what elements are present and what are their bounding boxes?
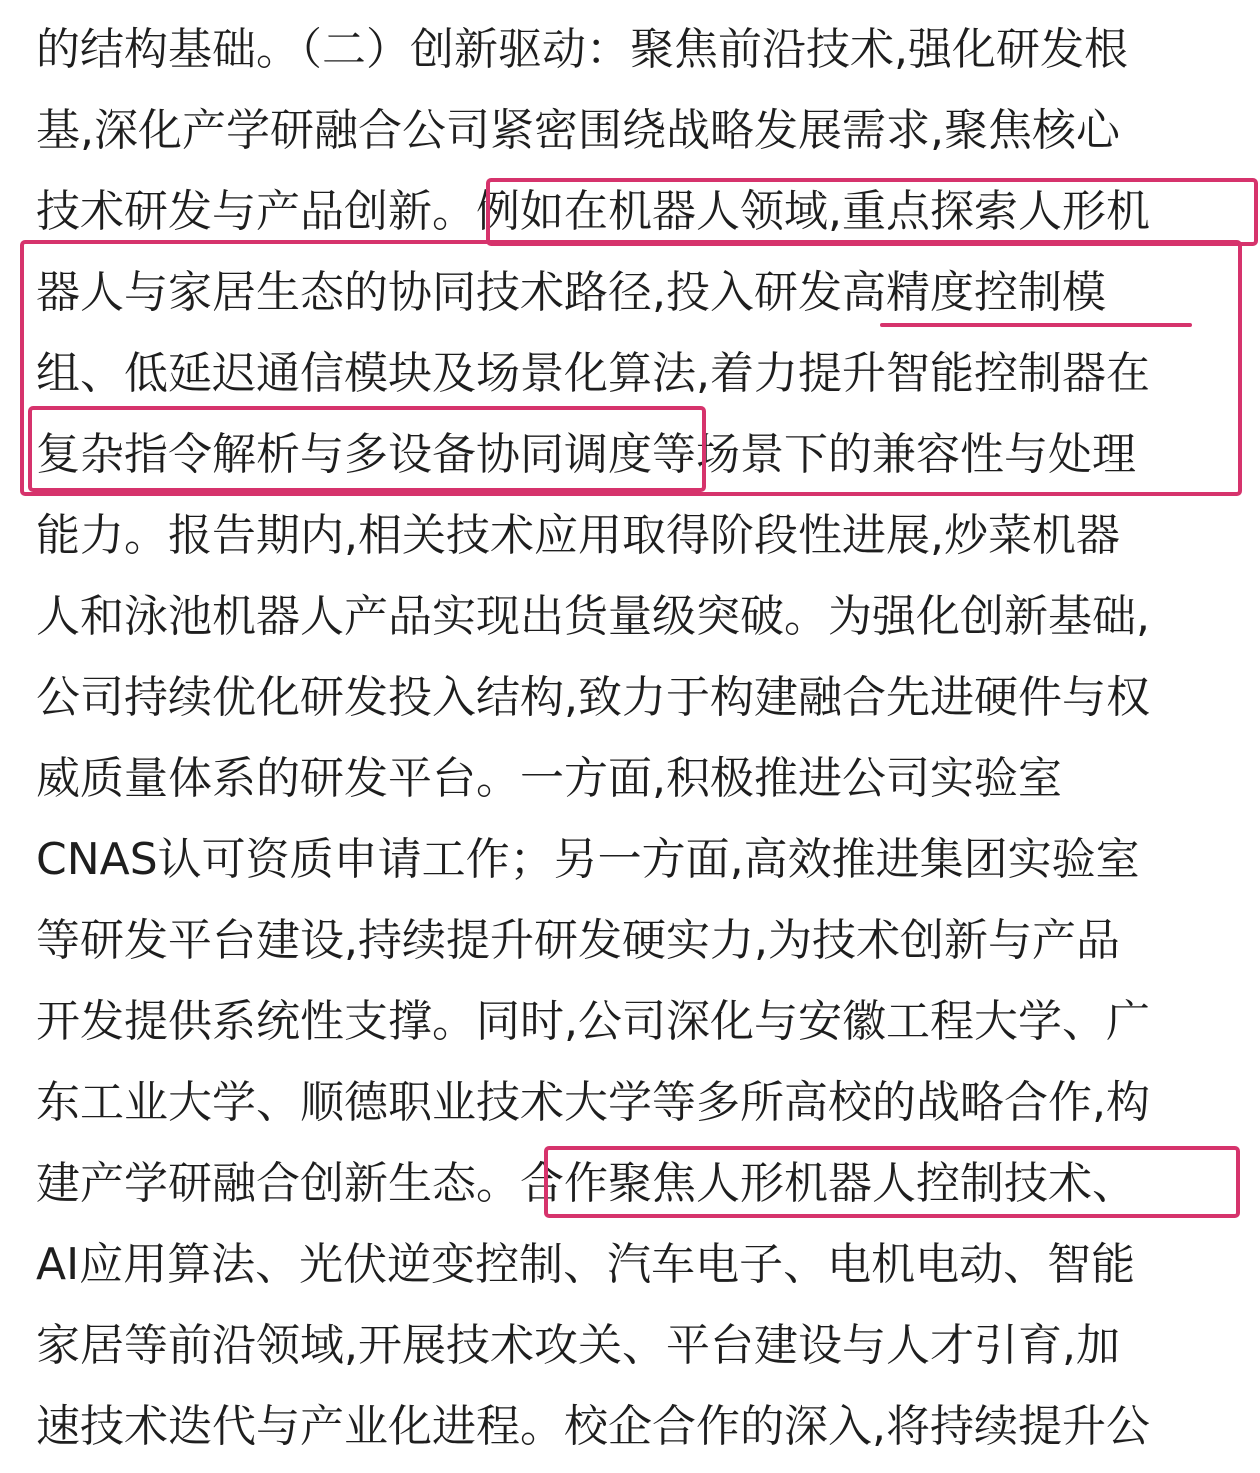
text-line-1: 的结构基础。（二）创新驱动：聚焦前沿技术,强化研发根 xyxy=(36,24,1128,75)
text-line-18: 速技术迭代与产业化进程。校企合作的深入,将持续提升公 xyxy=(36,1401,1150,1452)
text-line-7: 能力。报告期内,相关技术应用取得阶段性进展,炒菜机器 xyxy=(36,510,1120,561)
text-line-3: 技术研发与产品创新。例如在机器人领域,重点探索人形机 xyxy=(36,186,1150,237)
highlight-underline-control-module xyxy=(880,323,1192,327)
text-line-12: 等研发平台建设,持续提升研发硬实力,为技术创新与产品 xyxy=(36,915,1120,966)
text-line-9: 公司持续优化研发投入结构,致力于构建融合先进硬件与权 xyxy=(36,672,1150,723)
text-line-10: 威质量体系的研发平台。一方面,积极推进公司实验室 xyxy=(36,753,1062,804)
text-line-16: AI应用算法、光伏逆变控制、汽车电子、电机电动、智能 xyxy=(36,1239,1136,1290)
text-line-13: 开发提供系统性支撑。同时,公司深化与安徽工程大学、广 xyxy=(36,996,1150,1047)
text-line-8: 人和泳池机器人产品实现出货量级突破。为强化创新基础, xyxy=(36,591,1150,642)
text-line-15: 建产学研融合创新生态。合作聚焦人形机器人控制技术、 xyxy=(36,1158,1136,1209)
text-line-14: 东工业大学、顺德职业技术大学等多所高校的战略合作,构 xyxy=(36,1077,1150,1128)
text-line-2: 基,深化产学研融合公司紧密围绕战略发展需求,聚焦核心 xyxy=(36,105,1120,156)
text-line-11: CNAS认可资质申请工作；另一方面,高效推进集团实验室 xyxy=(36,834,1140,885)
text-line-5: 组、低延迟通信模块及场景化算法,着力提升智能控制器在 xyxy=(36,348,1150,399)
text-line-6: 复杂指令解析与多设备协同调度等场景下的兼容性与处理 xyxy=(36,429,1136,480)
text-line-17: 家居等前沿领域,开展技术攻关、平台建设与人才引育,加 xyxy=(36,1320,1120,1371)
text-line-4: 器人与家居生态的协同技术路径,投入研发高精度控制模 xyxy=(36,267,1106,318)
